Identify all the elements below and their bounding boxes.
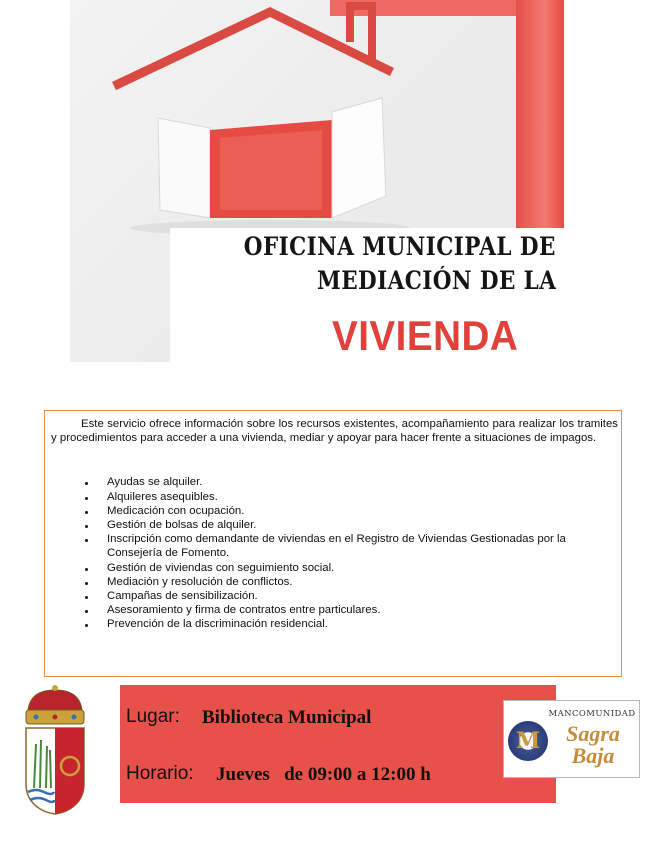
- list-item: Campañas de sensibilización.: [107, 589, 618, 603]
- list-item: Gestión de viviendas con seguimiento social.: [107, 561, 618, 575]
- list-item: Gestión de bolsas de alquiler.: [107, 518, 618, 532]
- list-item: Mediación y resolución de conflictos.: [107, 575, 618, 589]
- service-list: [51, 475, 618, 631]
- horario-label: Horario:: [126, 763, 194, 784]
- list-item: Medicación con ocupación.: [107, 504, 618, 518]
- title-vivienda: VIVIENDA: [332, 312, 519, 359]
- list-item: Alquileres asequibles.: [107, 490, 618, 504]
- logo-top-text: MANCOMUNIDAD: [548, 709, 636, 719]
- info-box: [44, 410, 622, 677]
- logo-monogram-icon: M: [508, 721, 548, 761]
- list-item: Asesoramiento y firma de contratos entre particulares.: [107, 603, 618, 617]
- logo-name: Sagra Baja: [566, 721, 620, 768]
- hero-banner: [70, 0, 564, 362]
- location-band: [120, 685, 556, 803]
- house-illustration: [70, 0, 564, 240]
- list-item: Ayudas se alquiler.: [107, 475, 618, 489]
- list-item: Prevención de la discriminación residencial.: [107, 617, 618, 631]
- intro-paragraph: Este servicio ofrece información sobre los recursos existentes, acompañamiento para realizar los tramites y procedimientos para acceder a una vivienda, mediar y apoyar para hacer frente a situaciones de impagos.: [51, 418, 618, 445]
- lugar-label: Lugar:: [126, 706, 180, 727]
- mancomunidad-logo: [503, 700, 640, 778]
- horario-value: Jueves de 09:00 a 12:00 h: [216, 764, 431, 785]
- crest-icon: [20, 684, 90, 818]
- list-item: Inscripción como demandante de viviendas en el Registro de Viviendas Gestionadas por la Consejería de Fomento.: [107, 532, 618, 560]
- title-line-2: MEDIACIÓN DE LA: [316, 266, 556, 295]
- title-line-1: OFICINA MUNICIPAL DE: [244, 232, 556, 261]
- lugar-value: Biblioteca Municipal: [202, 707, 372, 728]
